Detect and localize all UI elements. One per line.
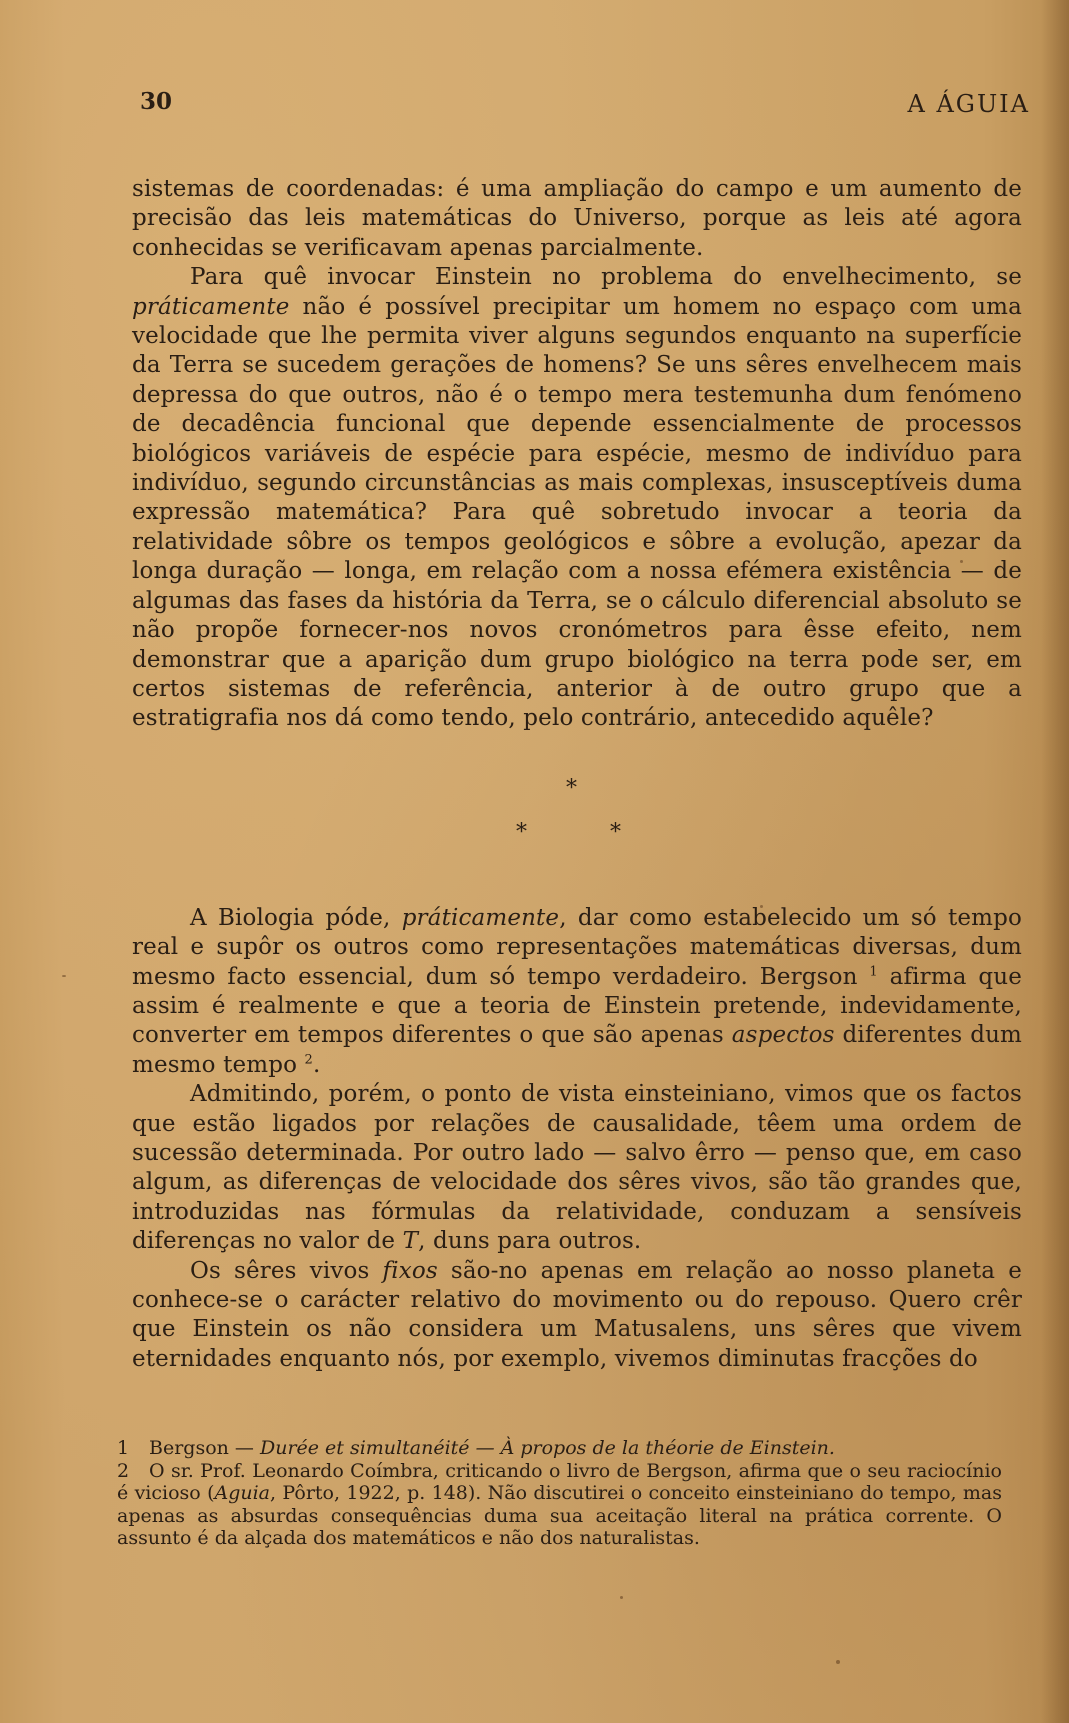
footnote-2 bbox=[117, 1460, 1002, 1550]
paragraph-2 bbox=[132, 263, 1022, 734]
paper-speck bbox=[620, 1596, 623, 1599]
paragraph-2-text-a: Para quê invocar Einstein no problema do envelhecimento, se bbox=[190, 264, 1022, 291]
paragraph-3-text-f: diferentes dum mesmo tempo bbox=[132, 1022, 1022, 1078]
paragraph-4-text-c: , duns para outros. bbox=[418, 1228, 642, 1255]
footnote-2-marker: 2 bbox=[117, 1459, 130, 1482]
footnote-1-text-a: Bergson — bbox=[149, 1437, 260, 1459]
footnote-2-text-a: O sr. Prof. Leonardo Coímbra, criticando o livro de Bergson, afirma que o seu raciocínio é vicioso ( bbox=[117, 1459, 1002, 1505]
paragraph-3-emphasis-aspectos: aspectos bbox=[731, 1022, 835, 1049]
paragraph-5-text-a: Os sêres vivos bbox=[190, 1257, 383, 1284]
footnote-ref-2: 2 bbox=[304, 1052, 313, 1068]
journal-title: A ÁGUIA bbox=[907, 90, 1030, 118]
page-number: 30 bbox=[140, 88, 173, 115]
footnote-1-title: Durée et simultanéité — À propos de la théorie de Einstein. bbox=[259, 1437, 835, 1459]
paragraph-5-text-c: são-no apenas em relação ao nosso planeta e conhece-se o carácter relativo do movimento ou do repouso. Quero crêr que Einstein os não considera um Matusalens, uns sêres que vivem eternidades enquanto nós, por exemplo, vivemos diminutas fracções do bbox=[132, 1257, 1022, 1372]
body-text bbox=[132, 175, 1022, 1374]
paragraph-3-text-a: A Biologia póde, bbox=[190, 904, 402, 931]
paragraph-3 bbox=[132, 904, 1022, 1080]
paragraph-3-text-g: . bbox=[312, 1051, 321, 1078]
paper-speck bbox=[62, 975, 66, 977]
paragraph-5-emphasis: fixos bbox=[382, 1257, 438, 1284]
asterism-star-left: * bbox=[516, 819, 527, 845]
asterism-star-right: * bbox=[610, 819, 621, 845]
footnote-2-journal: Aguia bbox=[214, 1482, 271, 1505]
paragraph-3-emphasis: práticamente bbox=[401, 904, 560, 931]
paragraph-5 bbox=[132, 1257, 1022, 1375]
paragraph-3-text-c: , dar como estabelecido um só tempo real e supôr os outros como representações matemáticas diversas, dum mesmo facto essencial, dum só tempo verdadeiro. Bergson bbox=[132, 904, 1022, 990]
footnote-ref-1: 1 bbox=[869, 963, 878, 979]
footnote-2-text-c: , Pôrto, 1922, p. 148). Não discutirei o conceito einsteiniano do tempo, mas apenas as absurdas consequências duma sua aceitação literal na prática corrente. O assunto é da alçada dos matemáticos e não dos naturalistas. bbox=[117, 1482, 1002, 1550]
paragraph-2-text-c: não é possível precipitar um homem no espaço com uma velocidade que lhe permita viver alguns segundos enquanto na superfície da Terra se sucedem gerações de homens? Se uns sêres envelhecem mais depressa do que outros, não é o tempo mera testemunha dum fenómeno de decadência funcional que depende essencialmente de processos biológicos variáveis de espécie para espécie, mesmo de indivíduo para indivíduo, segundo circunstâncias as mais complexas, insusceptíveis duma expressão matemática? Para quê sobretudo invocar a teoria da relatividade sôbre os tempos geológicos e sôbre a evolução, apezar da longa duração — longa, em relação com a nossa efémera existência — de algumas das fases da história da Terra, se o cálculo diferencial absoluto se não propõe fornecer-nos novos cronómetros para êsse efeito, nem demonstrar que a aparição dum grupo biológico na terra pode ser, em certos sistemas de referência, anterior à de outro grupo que a estratigrafia nos dá como tendo, pelo contrário, antecedido aquêle? bbox=[132, 293, 1022, 732]
footnote-1 bbox=[117, 1437, 1002, 1460]
paragraph-3-text-d: afirma que assim é realmente e que a teoria de Einstein pretende, indevidamente, converter em tempos diferentes o que são apenas bbox=[132, 963, 1022, 1049]
paragraph-2-emphasis: práticamente bbox=[132, 293, 290, 320]
paragraph-1: sistemas de coordenadas: é uma ampliação do campo e um aumento de precisão das leis matemáticas do Universo, porque as leis até agora conhecidas se verificavam apenas parcialmente. bbox=[132, 176, 1022, 261]
paper-speck bbox=[836, 1660, 840, 1664]
paragraph-4-text-a: Admitindo, porém, o ponto de vista einsteiniano, vimos que os factos que estão ligados por relações de causalidade, têem uma ordem de sucessão determinada. Por outro lado — salvo êrro — penso que, em caso algum, as diferenças de velocidade dos sêres vivos, são tão grandes que, introduzidas nas fórmulas da relatividade, conduzam a sensíveis diferenças no valor de bbox=[132, 1081, 1022, 1255]
asterism-star-top: * bbox=[566, 775, 577, 801]
paragraph-4-variable: T bbox=[402, 1228, 419, 1255]
running-head bbox=[140, 88, 1030, 118]
section-separator bbox=[132, 776, 1022, 880]
footnote-1-marker: 1 bbox=[117, 1437, 130, 1459]
paragraph-4 bbox=[132, 1080, 1022, 1256]
footnotes bbox=[117, 1437, 1002, 1550]
